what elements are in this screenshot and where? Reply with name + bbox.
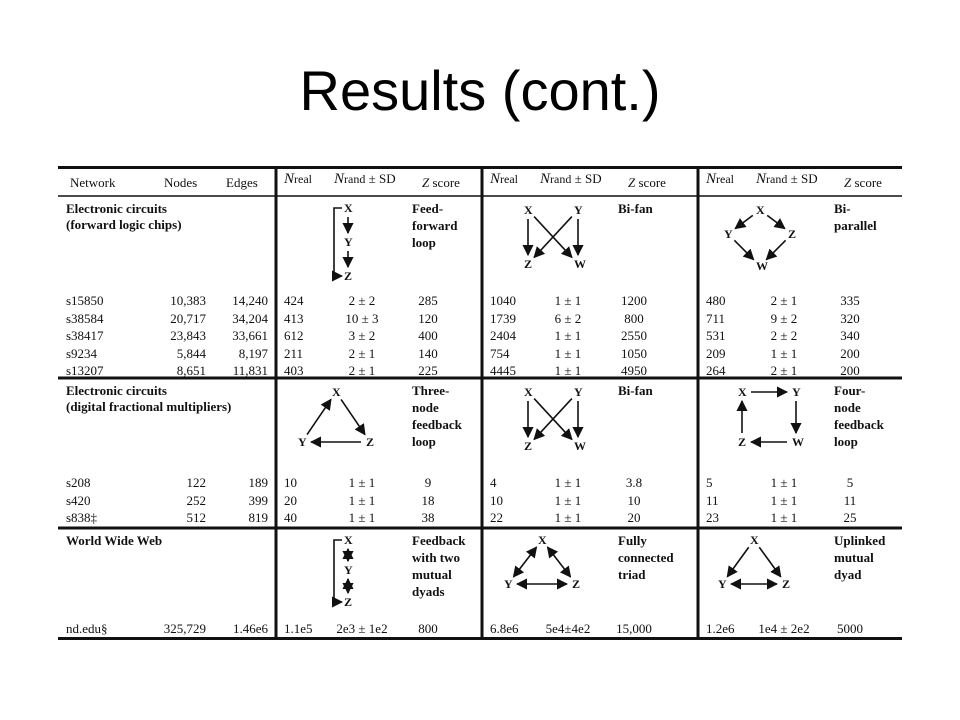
z-score-value: 400 xyxy=(418,328,438,343)
n-rand-value: 1 ± 1 xyxy=(554,492,582,508)
n-real-value: 4445 xyxy=(490,363,516,378)
motif-node: X xyxy=(738,385,747,399)
edge-count: 189 xyxy=(248,475,268,490)
n-rand-value: 2e3 ± 1e2 xyxy=(336,621,388,636)
motif-label: Feed- xyxy=(412,201,444,216)
header-n-rand-sd: Nrand ± SD xyxy=(756,171,818,187)
n-rand-value: 1 ± 1 xyxy=(770,475,798,490)
z-score-value: 15,000 xyxy=(616,621,652,636)
motif-label: loop xyxy=(834,434,858,449)
n-real-value: 711 xyxy=(706,310,726,326)
z-score-value: 10 xyxy=(627,492,641,508)
n-real-value: 211 xyxy=(284,345,304,361)
n-rand-value: 2 ± 1 xyxy=(770,293,798,308)
n-real-value: 209 xyxy=(706,345,726,361)
node-count: 325,729 xyxy=(163,621,206,636)
motif-label: Uplinked xyxy=(834,533,886,548)
z-score-value: 2550 xyxy=(621,328,647,343)
network-name: s420 xyxy=(66,492,91,508)
motif-label: Three- xyxy=(412,383,450,398)
n-real-value: 6.8e6 xyxy=(490,621,519,636)
edge-count: 1.46e6 xyxy=(232,621,268,636)
z-score-value: 120 xyxy=(418,310,438,326)
motif-node: X xyxy=(524,385,533,399)
z-score-value: 4950 xyxy=(621,363,647,378)
motif-node: Z xyxy=(782,577,791,591)
z-score-value: 200 xyxy=(840,345,860,361)
z-score-value: 5000 xyxy=(837,621,863,636)
z-score-value: 1200 xyxy=(621,293,647,308)
motif-node: Y xyxy=(298,435,307,449)
network-name: s15850 xyxy=(66,293,104,308)
n-real-value: 403 xyxy=(284,363,304,378)
n-real-value: 4 xyxy=(490,475,497,490)
motif-node: Z xyxy=(524,257,533,271)
network-name: s38417 xyxy=(66,328,104,343)
motif-node: Z xyxy=(788,227,797,241)
header-z-score: Z score xyxy=(844,175,882,190)
n-rand-value: 6 ± 2 xyxy=(554,310,582,326)
motif-node: X xyxy=(344,201,353,215)
n-rand-value: 2 ± 2 xyxy=(348,293,376,308)
n-real-value: 20 xyxy=(284,492,297,508)
n-rand-value: 9 ± 2 xyxy=(770,310,798,326)
motif-node: X xyxy=(750,533,759,547)
section-subtitle: (forward logic chips) xyxy=(66,217,182,232)
header-n-real: Nreal xyxy=(706,171,734,187)
z-score-value: 800 xyxy=(418,621,438,636)
node-count: 23,843 xyxy=(170,328,206,343)
motif-results-table xyxy=(58,166,902,640)
motif-node: X xyxy=(538,533,547,547)
z-score-value: 335 xyxy=(840,293,860,308)
n-real-value: 531 xyxy=(706,328,726,343)
node-count: 122 xyxy=(186,475,206,490)
network-name: s38584 xyxy=(66,310,104,326)
node-count: 20,717 xyxy=(170,310,206,326)
n-rand-value: 1 ± 1 xyxy=(554,345,582,361)
edge-count: 8,197 xyxy=(238,345,268,361)
motif-node: Z xyxy=(366,435,375,449)
n-rand-value: 10 ± 3 xyxy=(345,310,379,326)
motif-node: Z xyxy=(344,269,353,283)
node-count: 512 xyxy=(186,510,206,525)
header-n-real: Nreal xyxy=(284,171,312,187)
n-rand-value: 1 ± 1 xyxy=(348,492,376,508)
motif-edge xyxy=(514,547,537,577)
node-count: 8,651 xyxy=(176,363,206,378)
n-rand-value: 1 ± 1 xyxy=(554,510,582,525)
motif-label: dyads xyxy=(412,584,445,599)
n-real-value: 40 xyxy=(284,510,297,525)
n-real-value: 612 xyxy=(284,328,304,343)
motif-node: Y xyxy=(344,235,353,249)
motif-node: Y xyxy=(792,385,801,399)
n-rand-value: 2 ± 1 xyxy=(348,345,376,361)
motif-label: dyad xyxy=(834,567,862,582)
z-score-value: 140 xyxy=(418,345,438,361)
n-real-value: 424 xyxy=(284,293,304,308)
n-real-value: 10 xyxy=(490,492,503,508)
motif-node: Y xyxy=(504,577,513,591)
network-name: s13207 xyxy=(66,363,104,378)
header-network: Network xyxy=(70,175,116,190)
motif-label: triad xyxy=(618,567,646,582)
n-rand-value: 1e4 ± 2e2 xyxy=(758,621,810,636)
motif-node: Y xyxy=(574,385,583,399)
z-score-value: 11 xyxy=(843,492,857,508)
motif-label: parallel xyxy=(834,218,877,233)
motif-label: Feedback xyxy=(412,533,466,548)
n-real-value: 754 xyxy=(490,345,510,361)
header-nodes: Nodes xyxy=(164,175,198,190)
motif-node: X xyxy=(332,385,341,399)
motif-label: loop xyxy=(412,235,436,250)
z-score-value: 800 xyxy=(624,310,644,326)
z-score-value: 3.8 xyxy=(625,475,643,490)
header-z-score: Z score xyxy=(422,175,460,190)
motif-label: loop xyxy=(412,434,436,449)
motif-node: Y xyxy=(344,563,353,577)
motif-node: W xyxy=(574,257,586,271)
network-name: s838‡ xyxy=(66,510,98,525)
motif-node: Z xyxy=(344,595,353,609)
header-z-score: Z score xyxy=(628,175,666,190)
z-score-value: 320 xyxy=(840,310,860,326)
motif-edge xyxy=(727,547,748,576)
n-real-value: 10 xyxy=(284,475,297,490)
motif-label: Bi- xyxy=(834,201,851,216)
motif-node: W xyxy=(792,435,804,449)
z-score-value: 25 xyxy=(843,510,857,525)
motif-label: Four- xyxy=(834,383,866,398)
motif-edge xyxy=(734,240,753,259)
motif-label: node xyxy=(834,400,861,415)
n-rand-value: 1 ± 1 xyxy=(554,363,582,378)
section-name: Electronic circuits xyxy=(66,201,167,216)
z-score-value: 18 xyxy=(421,492,435,508)
motif-label: mutual xyxy=(834,550,874,565)
header-edges: Edges xyxy=(226,175,258,190)
motif-node: W xyxy=(756,259,768,273)
motif-edge xyxy=(307,399,331,434)
edge-count: 399 xyxy=(248,492,268,508)
motif-label: feedback xyxy=(412,417,462,432)
z-score-value: 5 xyxy=(846,475,854,490)
motif-edge xyxy=(759,547,780,576)
motif-node: X xyxy=(524,203,533,217)
motif-label: Bi-fan xyxy=(618,383,653,398)
n-rand-value: 1 ± 1 xyxy=(770,345,798,361)
motif-label: forward xyxy=(412,218,458,233)
motif-label: mutual xyxy=(412,567,452,582)
n-rand-value: 1 ± 1 xyxy=(554,328,582,343)
n-real-value: 2404 xyxy=(490,328,516,343)
slide-title: Results (cont.) xyxy=(299,59,661,122)
n-real-value: 1739 xyxy=(490,310,516,326)
n-real-value: 413 xyxy=(284,310,304,326)
node-count: 5,844 xyxy=(176,345,206,361)
edge-count: 819 xyxy=(248,510,268,525)
motif-label: node xyxy=(412,400,439,415)
edge-count: 34,204 xyxy=(232,310,268,326)
z-score-value: 38 xyxy=(421,510,435,525)
motif-edge xyxy=(766,240,785,259)
z-score-value: 20 xyxy=(627,510,641,525)
n-real-value: 1.1e5 xyxy=(284,621,313,636)
n-rand-value: 2 ± 1 xyxy=(770,363,798,378)
edge-count: 33,661 xyxy=(232,328,268,343)
network-name: nd.edu§ xyxy=(66,621,108,636)
n-real-value: 5 xyxy=(706,475,713,490)
motif-edge xyxy=(341,399,365,434)
motif-edge xyxy=(767,215,785,228)
header-n-rand-sd: Nrand ± SD xyxy=(334,171,396,187)
motif-node: Y xyxy=(724,227,733,241)
z-score-value: 200 xyxy=(840,363,860,378)
section-subtitle: (digital fractional multipliers) xyxy=(66,399,232,414)
z-score-value: 1050 xyxy=(621,345,647,361)
section-name: World Wide Web xyxy=(66,533,163,548)
z-score-value: 9 xyxy=(424,475,432,490)
n-rand-value: 1 ± 1 xyxy=(554,293,582,308)
header-n-rand-sd: Nrand ± SD xyxy=(540,171,602,187)
node-count: 252 xyxy=(186,492,206,508)
edge-count: 11,831 xyxy=(232,363,268,378)
motif-label: Bi-fan xyxy=(618,201,653,216)
motif-node: X xyxy=(344,533,353,547)
n-rand-value: 3 ± 2 xyxy=(348,328,376,343)
n-rand-value: 2 ± 1 xyxy=(348,363,376,378)
n-real-value: 480 xyxy=(706,293,726,308)
motif-node: Z xyxy=(524,439,533,453)
header-n-real: Nreal xyxy=(490,171,518,187)
motif-label: feedback xyxy=(834,417,884,432)
z-score-value: 340 xyxy=(840,328,860,343)
motif-node: Z xyxy=(738,435,747,449)
n-real-value: 1.2e6 xyxy=(706,621,735,636)
n-rand-value: 1 ± 1 xyxy=(348,475,376,490)
motif-edge xyxy=(334,540,342,602)
network-name: s208 xyxy=(66,475,91,490)
n-real-value: 1040 xyxy=(490,293,516,308)
motif-node: Z xyxy=(572,577,581,591)
n-rand-value: 1 ± 1 xyxy=(770,510,798,525)
motif-label: Fully xyxy=(618,533,647,548)
node-count: 10,383 xyxy=(170,293,206,308)
motif-label: connected xyxy=(618,550,674,565)
z-score-value: 285 xyxy=(418,293,438,308)
n-real-value: 264 xyxy=(706,363,726,378)
network-name: s9234 xyxy=(66,345,98,361)
motif-node: Y xyxy=(718,577,727,591)
motif-edge xyxy=(548,547,571,577)
edge-count: 14,240 xyxy=(232,293,268,308)
n-real-value: 22 xyxy=(490,510,503,525)
n-rand-value: 2 ± 2 xyxy=(770,328,798,343)
n-real-value: 23 xyxy=(706,510,719,525)
n-rand-value: 1 ± 1 xyxy=(554,475,582,490)
section-name: Electronic circuits xyxy=(66,383,167,398)
n-rand-value: 1 ± 1 xyxy=(348,510,376,525)
motif-node: X xyxy=(756,203,765,217)
n-real-value: 11 xyxy=(706,492,719,508)
motif-edge xyxy=(334,208,342,276)
n-rand-value: 1 ± 1 xyxy=(770,492,798,508)
motif-edge xyxy=(735,215,753,228)
motif-node: Y xyxy=(574,203,583,217)
z-score-value: 225 xyxy=(418,363,438,378)
motif-label: with two xyxy=(412,550,461,565)
n-rand-value: 5e4±4e2 xyxy=(545,621,591,636)
motif-node: W xyxy=(574,439,586,453)
